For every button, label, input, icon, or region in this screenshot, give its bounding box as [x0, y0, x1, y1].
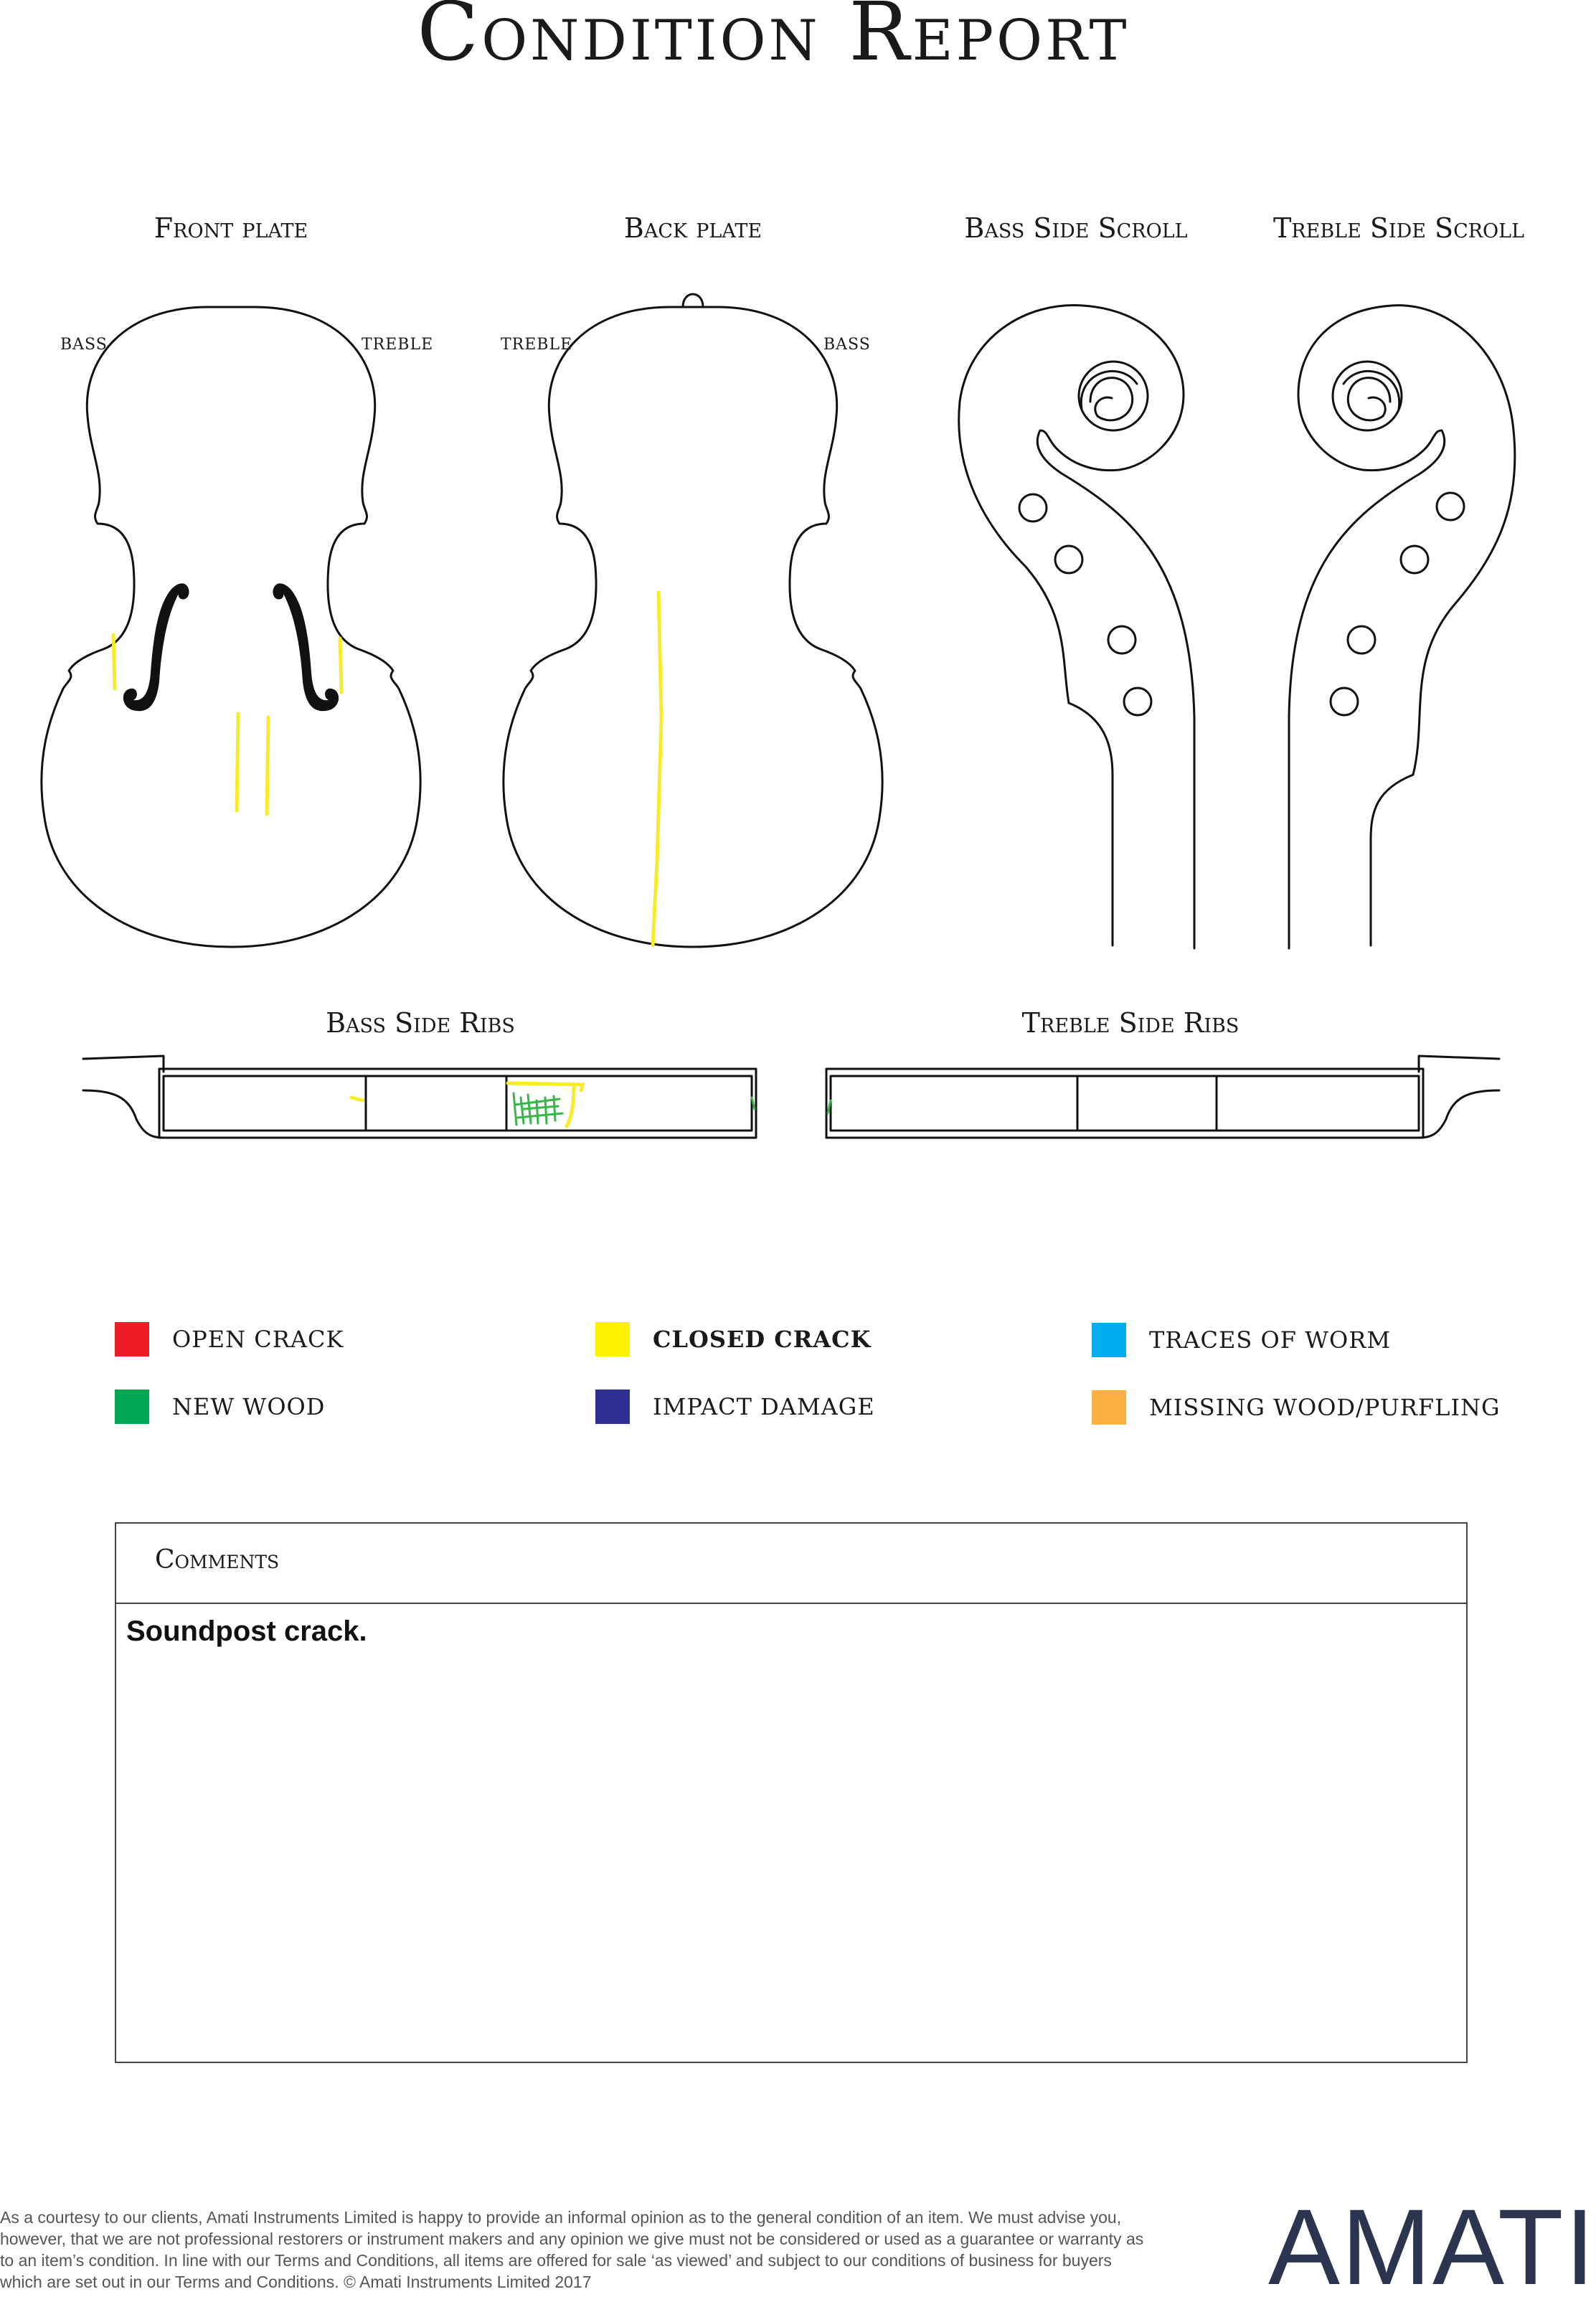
comments-text: Soundpost crack. [126, 1615, 367, 1647]
treble-side-ribs-label: Treble Side Ribs [1021, 1007, 1240, 1039]
missing-wood-swatch [1092, 1390, 1126, 1425]
front-plate-bass-label: BASS [60, 336, 108, 354]
closed-crack-mark-front-2 [267, 717, 268, 814]
bass-side-ribs-outline [83, 1056, 756, 1138]
legend-item-missing-wood [1092, 1390, 1501, 1425]
legend-label: TRACES OF WORM [1149, 1326, 1392, 1354]
bass-side-scroll-outline [959, 306, 1194, 948]
legend-item-impact-damage [595, 1389, 875, 1425]
bass-side-ribs-label: Bass Side Ribs [326, 1007, 515, 1039]
front-plate-outline [42, 307, 420, 947]
new-wood-mark-ribs [514, 1093, 562, 1125]
comments-header [116, 1524, 1466, 1604]
legend-item-open-crack [115, 1321, 344, 1357]
amati-logo: AMATI [1268, 2186, 1596, 2307]
open-crack-swatch [115, 1322, 149, 1357]
closed-crack-mark-front-4 [340, 638, 341, 692]
legend-item-closed-crack [595, 1321, 871, 1357]
treble-side-ribs-outline [826, 1056, 1499, 1138]
treble-side-scroll-label: Treble Side Scroll [1272, 212, 1525, 244]
new-wood-swatch [115, 1390, 149, 1424]
closed-crack-mark-back [653, 593, 661, 945]
legend-label: IMPACT DAMAGE [653, 1393, 875, 1420]
comments-box[interactable] [115, 1522, 1468, 2063]
back-plate-outline [504, 307, 882, 947]
traces-of-worm-swatch [1092, 1323, 1126, 1357]
closed-crack-mark-front-1 [237, 714, 238, 811]
back-plate-bass-label: BASS [823, 336, 871, 354]
front-plate-treble-label: TREBLE [362, 336, 434, 354]
front-plate-label: Front plate [154, 212, 308, 244]
closed-crack-mark-front-3 [113, 635, 115, 689]
legend-label: NEW WOOD [172, 1393, 326, 1420]
legend-label: MISSING WOOD/PURFLING [1149, 1394, 1501, 1421]
legend-item-traces-of-worm [1092, 1322, 1391, 1358]
bass-side-scroll-label: Bass Side Scroll [964, 212, 1188, 244]
legend-label: OPEN CRACK [172, 1326, 344, 1353]
back-plate-treble-label: TREBLE [501, 336, 573, 354]
legend-label: CLOSED CRACK [653, 1326, 872, 1353]
disclaimer-text: As a courtesy to our clients, Amati Instruments Limited is happy to provide an informal opinion as to the general condition of an item. We must advise you, however, that we are not professional restorers or instrument makers and any opinion we give must not be considered or used as a guarantee or warranty as to an item’s condition. In line with our Terms and Conditions, all items are offered for sale ‘as viewed’ and subject to our conditions of business for buyers which are set out in our Terms and Conditions. © Amati Instruments Limited 2017 [0, 2208, 1144, 2291]
closed-crack-swatch [595, 1322, 630, 1357]
comments-title: Comments [155, 1545, 280, 1575]
page-title: Condition Report [417, 0, 1130, 79]
impact-damage-swatch [595, 1390, 630, 1424]
legend-item-new-wood [115, 1389, 325, 1425]
back-plate-label: Back plate [623, 212, 762, 244]
closed-crack-mark-ribs [351, 1083, 582, 1126]
